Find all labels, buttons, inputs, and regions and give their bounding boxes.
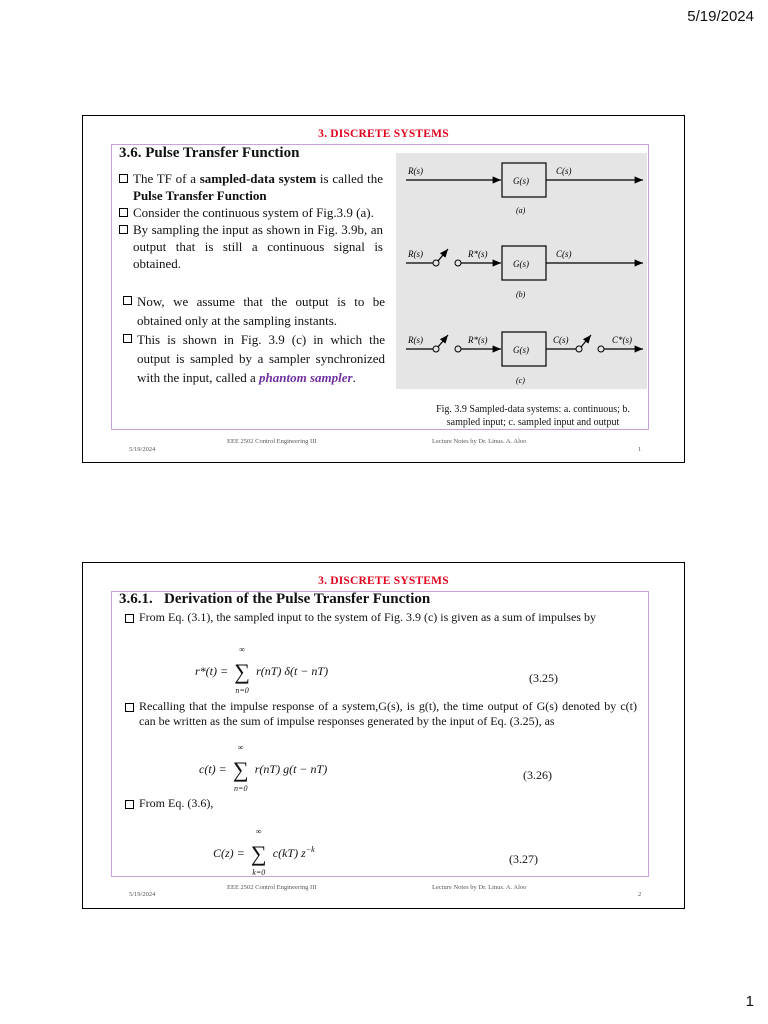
equation-3-26: c(t) = ∞ ∑ n=0 r(nT) g(t − nT) bbox=[199, 743, 328, 793]
svg-text:R*(s): R*(s) bbox=[468, 335, 488, 345]
figure-caption: Fig. 3.9 Sampled-data systems: a. continuous; b. sampled input; c. sampled input and output bbox=[436, 404, 630, 428]
bullet-item: Recalling that the impulse response of a system,G(s), is g(t), the time output of G(s) denoted by c(t) can be written as the sum of impulse responses generated by the input of Eq. (3.25), as bbox=[125, 699, 637, 729]
svg-text:R(s): R(s) bbox=[408, 335, 423, 345]
footer-author: Lecture Notes by Dr. Linus. A. Aloo bbox=[432, 884, 527, 891]
svg-text:G(s): G(s) bbox=[513, 259, 529, 269]
equation-3-27: C(z) = ∞ ∑ k=0 c(kT) $z^{-k}$ bbox=[213, 827, 315, 877]
svg-text:R*(s): R*(s) bbox=[468, 249, 488, 259]
svg-text:G(s): G(s) bbox=[513, 176, 529, 186]
checkbox-bullet-icon bbox=[123, 296, 132, 305]
bullet-item: By sampling the input as shown in Fig. 3.9b, an output that is still a continuous signal is obtained. bbox=[119, 221, 383, 272]
equation-number: (3.27) bbox=[509, 852, 538, 866]
slide-header: 3. DISCRETE SYSTEMS bbox=[318, 128, 449, 140]
bullet-item: From Eq. (3.6), bbox=[125, 796, 637, 811]
equation-3-25: r*(t) = ∞ ∑ n=0 r(nT) δ(t − nT) bbox=[195, 645, 329, 695]
page-date: 5/19/2024 bbox=[687, 8, 754, 25]
page-number: 1 bbox=[745, 993, 754, 1010]
svg-text:C*(s): C*(s) bbox=[612, 335, 632, 345]
footer-slide-number: 1 bbox=[638, 446, 642, 453]
bullet-item: The TF of a sampled-data system is called the Pulse Transfer Function bbox=[119, 170, 383, 204]
bullet-item: Consider the continuous system of Fig.3.9 (a). bbox=[119, 204, 383, 221]
bullet-item: From Eq. (3.1), the sampled input to the system of Fig. 3.9 (c) is given as a sum of impulses by bbox=[125, 610, 637, 625]
svg-text:(a): (a) bbox=[516, 206, 526, 215]
equation-number: (3.25) bbox=[529, 671, 558, 685]
checkbox-bullet-icon bbox=[119, 225, 128, 234]
diagram-b bbox=[406, 246, 643, 299]
slide-content-frame bbox=[111, 591, 649, 877]
footer-slide-number: 2 bbox=[638, 891, 642, 898]
footer-course: EEE 2502 Control Engineering III bbox=[227, 438, 317, 445]
svg-text:C(s): C(s) bbox=[556, 249, 572, 259]
footer-date: 5/19/2024 bbox=[129, 446, 156, 453]
label-r: R(s) bbox=[408, 166, 423, 176]
footer-date: 5/19/2024 bbox=[129, 891, 156, 898]
checkbox-bullet-icon bbox=[125, 614, 134, 623]
diagram-a bbox=[406, 163, 643, 215]
svg-text:C(s): C(s) bbox=[556, 166, 572, 176]
svg-text:(c): (c) bbox=[516, 376, 525, 385]
slide-2 bbox=[82, 562, 685, 909]
equation-number: (3.26) bbox=[523, 768, 552, 782]
checkbox-bullet-icon bbox=[125, 800, 134, 809]
phantom-sampler-term: phantom sampler bbox=[259, 370, 353, 385]
section-heading: 3.6. Pulse Transfer Function bbox=[119, 145, 300, 161]
svg-text:C(s): C(s) bbox=[553, 335, 569, 345]
slide-header: 3. DISCRETE SYSTEMS bbox=[318, 575, 449, 587]
checkbox-bullet-icon bbox=[123, 334, 132, 343]
svg-text:R(s): R(s) bbox=[408, 249, 423, 259]
checkbox-bullet-icon bbox=[119, 208, 128, 217]
bullet-list-2 bbox=[123, 292, 385, 387]
bullet-item: This is shown in Fig. 3.9 (c) in which the output is sampled by a sampler synchronized with the input, called a phantom sampler. bbox=[123, 330, 385, 387]
svg-text:G(s): G(s) bbox=[513, 345, 529, 355]
checkbox-bullet-icon bbox=[125, 703, 134, 712]
bullet-item: Now, we assume that the output is to be obtained only at the sampling instants. bbox=[123, 292, 385, 330]
footer-course: EEE 2502 Control Engineering III bbox=[227, 884, 317, 891]
bullet-list bbox=[119, 170, 383, 272]
footer-author: Lecture Notes by Dr. Linus. A. Aloo bbox=[432, 438, 527, 445]
section-heading: 3.6.1. Derivation of the Pulse Transfer Function bbox=[119, 591, 431, 607]
block-diagram-figure bbox=[396, 153, 647, 389]
slide-1 bbox=[82, 115, 685, 463]
svg-text:(b): (b) bbox=[516, 290, 526, 299]
checkbox-bullet-icon bbox=[119, 174, 128, 183]
diagram-c bbox=[406, 332, 643, 385]
